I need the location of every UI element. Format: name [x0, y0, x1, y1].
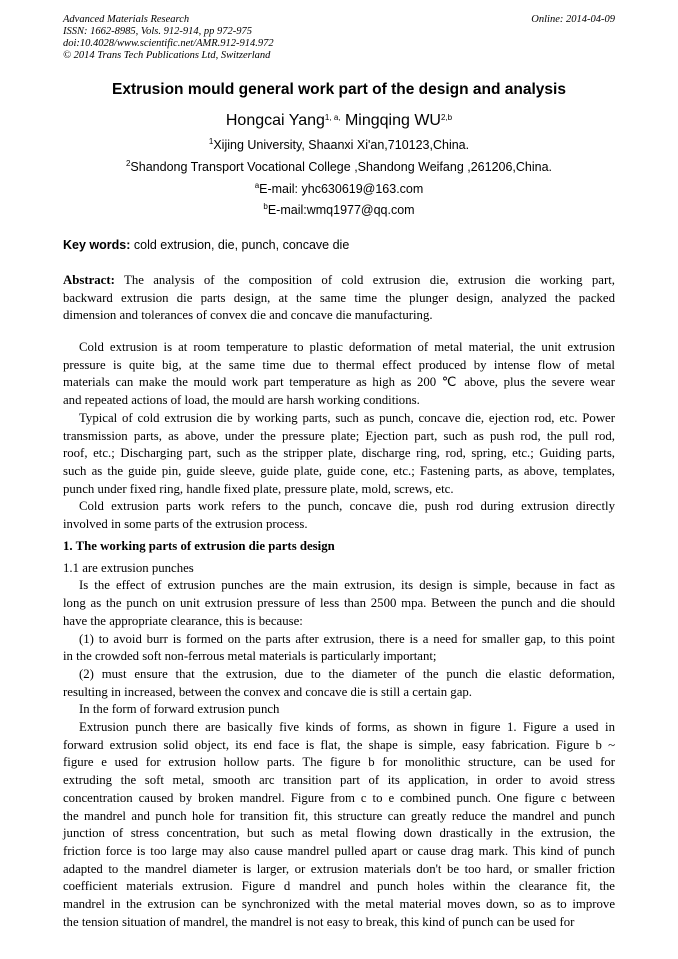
paragraph-line: Cold extrusion is at room temperature to plastic deformation of metal material, the unit extrusion — [79, 340, 615, 354]
paragraph-line: forward extrusion solid object, its end face is flat, the shape is simple, easy fabrication. Figure b ~ — [63, 737, 615, 752]
paragraph-line: In the form of forward extrusion punch — [79, 702, 280, 717]
paragraph-line: Extrusion punch there are basically five kinds of forms, as shown in figure 1. Figure a used in — [79, 720, 615, 735]
paragraph-line: punch under fixed ring, handle fixed plate, pressure plate, mold, screws, etc. — [63, 481, 454, 496]
abstract-label: Abstract: — [63, 273, 115, 287]
paragraph-line: friction force is too large may also cause mandrel pulled apart or cause drag mark. This kind of punch — [63, 843, 615, 858]
paragraph-line: materials can make the mould work part temperature as high as 200 ℃ above, plus the severe wear — [63, 375, 615, 390]
paragraph-line: in the crowded soft non-ferrous metal materials is particularly important; — [63, 649, 437, 664]
issn: ISSN: 1662-8985, Vols. 912-914, pp 972-975 — [63, 26, 252, 37]
author-name: Mingqing WU — [340, 112, 441, 129]
abstract-text: The analysis of the composition of cold extrusion die, extrusion die working part, — [114, 273, 615, 287]
section-1 — [63, 538, 615, 931]
paragraph-line: adapted to the mandrel diameter is larger, or extrusion materials don't be too hard, or smaller friction — [63, 861, 615, 876]
paragraph-line: Typical of cold extrusion die by working parts, such as punch, concave die, ejection rod, etc. Power — [79, 410, 615, 425]
author-sup: 1, a, — [324, 113, 341, 122]
paragraph-line: coefficient materials extrusion. Figure d mandrel and punch holes within the clearance fit, the — [63, 879, 615, 894]
paragraph-line: and repeated actions of load, the mould are harsh working conditions. — [63, 393, 420, 408]
abstract-line: dimension and tolerances of convex die and concave die manufacturing. — [63, 308, 433, 323]
copyright: © 2014 Trans Tech Publications Ltd, Switzerland — [63, 50, 271, 61]
paragraph-line: the tension situation of mandrel, the mandrel is not easy to break, this kind of punch can be used for — [63, 914, 575, 929]
paragraph-line: pressure is quite big, at the same time due to thermal effect produced by intense flow of metal — [63, 357, 615, 372]
paragraph-line: figure e used for extrusion hollow parts. The figure b for monolithic structure, can be used for — [63, 755, 615, 770]
abstract-line: backward extrusion die parts design, at the same time the plunger design, analyzed the packed — [63, 290, 615, 305]
paragraph-line: involved in some parts of the extrusion process. — [63, 517, 308, 532]
paragraph-line: such as the guide pin, guide sleeve, guide plate, guide cone, etc.; Fastening parts, as above, templates, — [63, 463, 615, 478]
journal-header — [63, 14, 274, 62]
email-text: E-mail:wmq1977@qq.com — [267, 203, 415, 217]
affiliation — [0, 138, 678, 152]
paper-title: Extrusion mould general work part of the design and analysis — [112, 81, 566, 98]
email — [0, 203, 678, 217]
affiliation-text: Xijing University, Shaanxi Xi'an,710123,China. — [213, 138, 470, 152]
paragraph-line: roof, etc.; Discharging part, such as the stripper plate, discharge ring, rod, spring, etc.; Guiding parts, — [63, 446, 615, 461]
subsection-heading: 1.1 are extrusion punches — [63, 560, 194, 575]
paragraph-line: have the appropriate clearance, this is because: — [63, 613, 303, 628]
affiliation — [0, 160, 678, 174]
paragraph-line: Cold extrusion parts work refers to the punch, concave die, push rod during extrusion directly — [79, 499, 615, 514]
abstract-line — [63, 272, 615, 290]
doi: doi:10.4028/www.scientific.net/AMR.912-914.972 — [63, 38, 274, 49]
affiliation-text: Shandong Transport Vocational College ,Shandong Weifang ,261206,China. — [130, 160, 553, 174]
section-body — [63, 577, 615, 931]
abstract — [63, 272, 615, 325]
online-date: Online: 2014-04-09 — [531, 14, 615, 25]
email — [0, 182, 678, 196]
author-name: Hongcai Yang — [225, 112, 325, 129]
affiliation-sup: 1 — [208, 137, 214, 146]
paragraph-line: the mandrel and punch hole for transition fit, this structure can greatly reduce the mandrel and punch — [63, 808, 615, 823]
paragraph-line: junction of stress concentration, but such as metal flowing down drastically in the extrusion, the — [63, 826, 615, 841]
paragraph-line: resulting in increased, between the convex and concave die is still a certain gap. — [63, 684, 472, 699]
email-sup: a — [254, 181, 260, 190]
keywords-text: cold extrusion, die, punch, concave die — [130, 238, 350, 252]
email-sup: b — [263, 202, 268, 211]
paragraph-line: mandrel in the extrusion can be synchronized with the metal material moves down, so as to improve — [63, 897, 615, 912]
paragraph-line: extruding the soft metal, smooth arc transition part of its application, in order to avoid stress — [63, 773, 615, 788]
paragraph-line: concentration caused by broken mandrel. Figure from c to e combined punch. One figure c between — [63, 790, 615, 805]
author-sup: 2,b — [440, 113, 453, 122]
affiliation-sup: 2 — [125, 159, 131, 168]
keywords-label: Key words: — [63, 238, 131, 252]
section-heading: 1. The working parts of extrusion die parts design — [63, 539, 335, 553]
authors — [0, 112, 678, 130]
introduction — [63, 339, 615, 534]
journal-name: Advanced Materials Research — [63, 14, 190, 25]
paragraph-line: transmission parts, as above, under the pressure plate; Ejection part, such as push rod, the pull rod, — [63, 428, 615, 443]
paragraph-line: (1) to avoid burr is formed on the parts after extrusion, there is a need for smaller gap, to this point — [79, 631, 615, 646]
paragraph-line: Is the effect of extrusion punches are the main extrusion, its design is simple, because in fact as — [79, 578, 615, 593]
email-text: E-mail: yhc630619@163.com — [259, 182, 424, 196]
paragraph-line: long as the punch on unit extrusion pressure of less than 2500 mpa. Between the punch and die should — [63, 596, 615, 611]
paragraph-line: (2) must ensure that the extrusion, due to the diameter of the punch die elastic deformation, — [79, 666, 615, 681]
keywords — [63, 238, 349, 252]
